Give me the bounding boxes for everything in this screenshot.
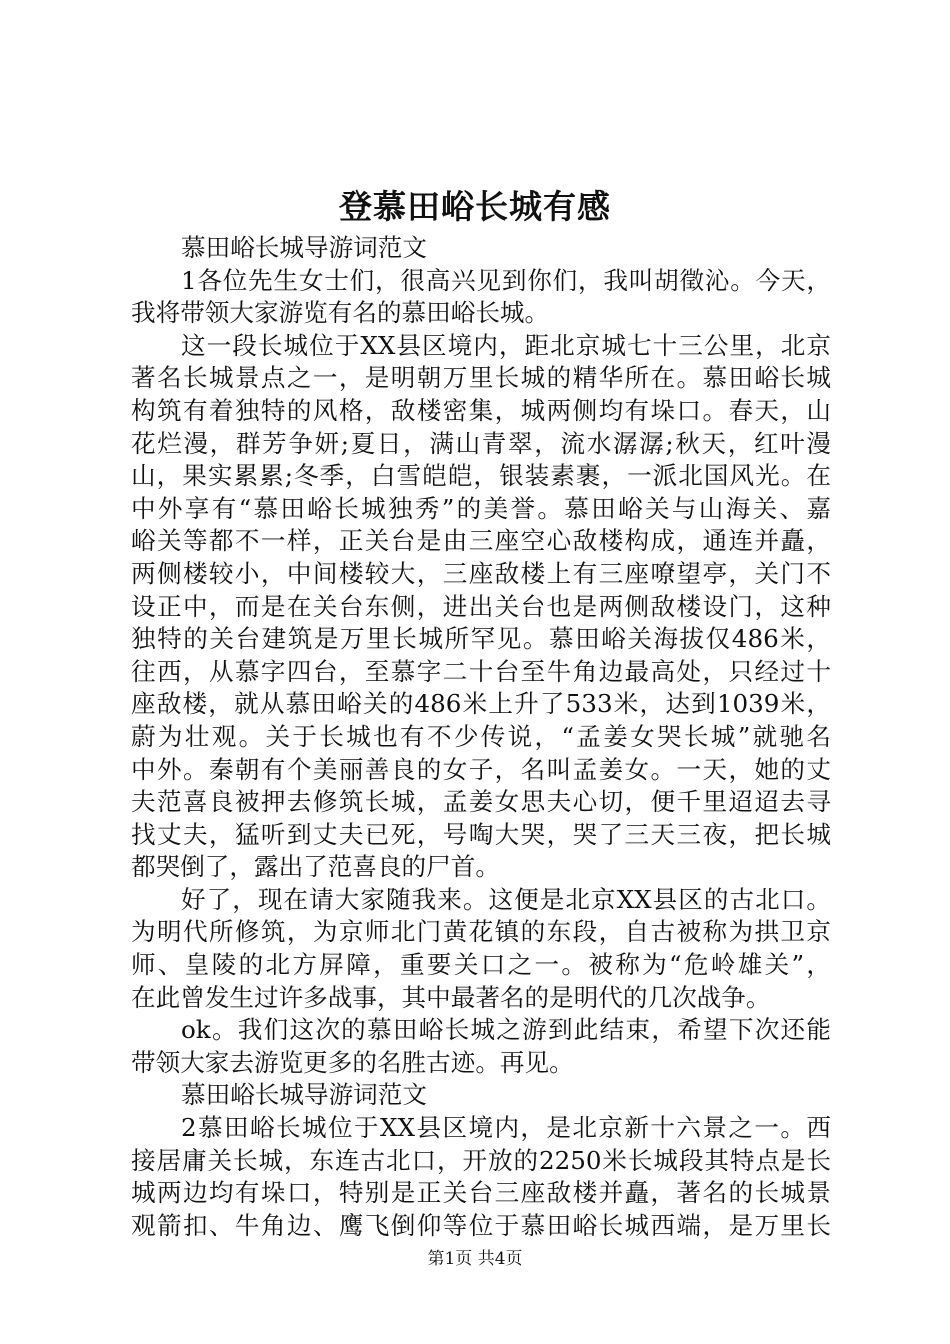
text-line: 峪关等都不一样，正关台是由三座空心敌楼构成，通连并矗， — [131, 526, 831, 556]
text-line: 两侧楼较小，中间楼较大，三座敌楼上有三座嘹望亭，关门不 — [131, 558, 831, 588]
text-line: 构筑有着独特的风格，敌楼密集，城两侧均有垛口。春天，山 — [131, 395, 831, 425]
text-line: 山，果实累累;冬季，白雪皑皑，银装素裹，一派北国风光。在 — [131, 461, 831, 491]
text-line: ok。我们这次的慕田峪长城之游到此结束，希望下次还能 — [181, 1015, 831, 1045]
text-line: 2慕田峪长城位于XX县区境内，是北京新十六景之一。西 — [181, 1113, 831, 1143]
text-line: 蔚为壮观。关于长城也有不少传说，“孟姜女哭长城”就驰名 — [131, 721, 831, 751]
text-line: 这一段长城位于XX县区境内，距北京城七十三公里，北京 — [181, 330, 831, 360]
text-line: 座敌楼，就从慕田峪关的486米上升了533米，达到1039米， — [131, 689, 831, 719]
page-footer: 第1页 共4页 — [427, 1249, 523, 1269]
text-line: 师、皇陵的北方屏障，重要关口之一。被称为“危岭雄关”， — [131, 950, 831, 980]
text-line: 往西，从慕字四台，至慕字二十台至牛角边最高处，只经过十 — [131, 656, 831, 686]
document-title: 登慕田峪长城有感 — [339, 187, 611, 226]
text-line: 设正中，而是在关台东侧，进出关台也是两侧敌楼设门，这种 — [131, 591, 831, 621]
text-line: 1各位先生女士们，很高兴见到你们，我叫胡徵沁。今天， — [181, 265, 831, 295]
text-line: 慕田峪长城导游词范文 — [181, 1080, 427, 1110]
text-line: 都哭倒了，露出了范喜良的尸首。 — [131, 852, 500, 882]
text-line: 观箭扣、牛角边、鹰飞倒仰等位于慕田峪长城西端，是万里长 — [131, 1210, 831, 1240]
text-line: 城两边均有垛口，特别是正关台三座敌楼并矗，著名的长城景 — [131, 1178, 831, 1208]
text-line: 中外享有“慕田峪长城独秀”的美誉。慕田峪关与山海关、嘉 — [131, 493, 831, 523]
text-line: 夫范喜良被押去修筑长城，孟姜女思夫心切，便千里迢迢去寻 — [131, 787, 831, 817]
text-line: 著名长城景点之一，是明朝万里长城的精华所在。慕田峪长城 — [131, 363, 831, 393]
text-line: 为明代所修筑，为京师北门黄花镇的东段，自古被称为拱卫京 — [131, 917, 831, 947]
text-line: 独特的关台建筑是万里长城所罕见。慕田峪关海拔仅486米， — [131, 624, 831, 654]
text-line: 在此曾发生过许多战事，其中最著名的是明代的几次战争。 — [131, 982, 771, 1012]
text-line: 找丈夫，猛听到丈夫已死，号啕大哭，哭了三天三夜，把长城 — [131, 819, 831, 849]
text-line: 带领大家去游览更多的名胜古迹。再见。 — [131, 1047, 574, 1077]
text-line: 花烂漫，群芳争妍;夏日，满山青翠，流水潺潺;秋天，红叶漫 — [131, 428, 831, 458]
document-body — [131, 232, 831, 1242]
text-line: 我将带领大家游览有名的慕田峪长城。 — [131, 298, 550, 328]
text-line: 中外。秦朝有个美丽善良的女子，名叫孟姜女。一天，她的丈 — [131, 754, 831, 784]
text-line: 好了，现在请大家随我来。这便是北京XX县区的古北口。 — [181, 884, 831, 914]
text-line: 慕田峪长城导游词范文 — [181, 233, 427, 262]
text-line: 接居庸关长城，东连古北口，开放的2250米长城段其特点是长 — [131, 1145, 831, 1175]
